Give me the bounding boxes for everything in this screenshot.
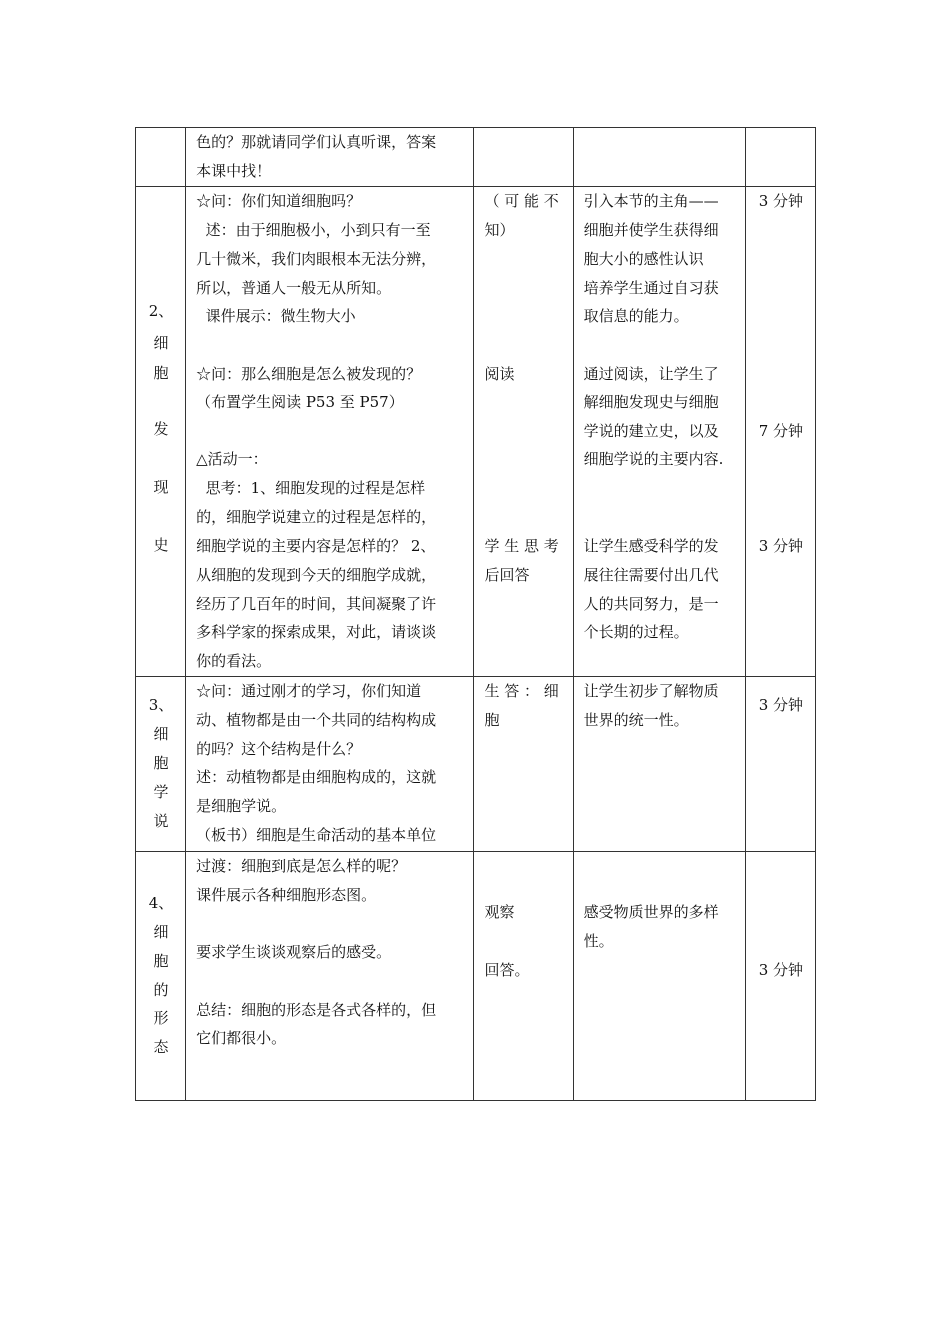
text-line: 几十微米，我们肉眼根本无法分辨， [196,250,437,268]
section-title-cell [136,852,186,1101]
text-line: 性。 [583,932,614,950]
text-line: 展往往需要付出几代 [583,566,719,584]
time-label: 3 分钟 [758,537,804,555]
text-line: 是细胞学说。 [196,797,287,815]
section-title: 现 [153,478,169,496]
design-intent-cell [573,128,745,187]
text-line: 总结：细胞的形态是各式各样的，但 [196,1001,437,1019]
time-label: 7 分钟 [758,422,804,440]
student-activity-cell [474,677,573,852]
time-cell [745,677,815,852]
text-line: 取信息的能力。 [583,307,689,325]
section-title: 细 [153,725,169,743]
teacher-activity-cell [186,852,474,1101]
text-line: △活动一： [196,450,268,468]
text-line: 过渡：细胞到底是怎么样的呢？ [196,857,407,875]
text-line: 课件展示各种细胞形态图。 [196,886,377,904]
section-title: 胞 [153,754,169,772]
text-line: ☆问：你们知道细胞吗？ [196,192,362,210]
text-line: 解细胞发现史与细胞 [583,393,719,411]
text-line: 从细胞的发现到今天的细胞学成就， [196,566,437,584]
time-label: 3 分钟 [758,696,804,714]
text-line: 世界的统一性。 [583,711,689,729]
text-line: 通过阅读，让学生了 [583,365,719,383]
lesson-plan-table [135,127,816,1101]
text-line: 胞 [484,711,500,729]
text-line: 述：由于细胞极小，小到只有一至 [196,221,431,239]
text-line: ☆问：那么细胞是怎么被发现的？ [196,365,422,383]
teacher-activity-cell [186,677,474,852]
text-line: 学说的建立史，以及 [583,422,719,440]
text-line: 让学生感受科学的发 [583,537,719,555]
time-cell [745,187,815,677]
section-title: 态 [153,1038,169,1056]
text-line: 学 生 思 考 [484,537,559,555]
design-intent-cell [573,677,745,852]
table-row [136,128,816,187]
text-line: 知） [484,221,515,239]
student-activity-cell [474,852,573,1101]
text-line: 让学生初步了解物质 [583,682,719,700]
section-title: 发 [153,420,169,438]
text-line: 人的共同努力，是一 [583,595,719,613]
text-line: 细胞学说的主要内容. [583,450,724,468]
teacher-activity-cell [186,128,474,187]
text-line: 要求学生谈谈观察后的感受。 [196,943,392,961]
section-title: 2、 [148,302,174,320]
section-title: 3、 [148,696,174,714]
table-row [136,187,816,677]
text-line: 它们都很小。 [196,1029,287,1047]
section-title: 胞 [153,952,169,970]
section-title: 学 [153,783,169,801]
student-activity-cell [474,187,573,677]
time-label: 3 分钟 [758,961,804,979]
text-line: 个长期的过程。 [583,623,689,641]
table-row [136,852,816,1101]
time-cell [745,852,815,1101]
text-line: 你的看法。 [196,652,272,670]
section-title: 形 [153,1009,169,1027]
text-line: 思考：1、细胞发现的过程是怎样 [196,479,426,497]
text-line: 观察 [484,903,515,921]
section-title: 史 [153,536,169,554]
design-intent-cell [573,852,745,1101]
text-line: （布置学生阅读 P53 至 P57） [196,393,404,411]
text-line: 经历了几百年的时间，其间凝聚了许 [196,595,437,613]
section-title-cell [136,128,186,187]
text-line: ☆问：通过刚才的学习，你们知道 [196,682,422,700]
text-line: 本课中找！ [196,162,272,180]
teacher-activity-cell [186,187,474,677]
text-line: 胞大小的感性认识 [583,250,704,268]
section-title-cell [136,187,186,677]
text-line: 的，细胞学说建立的过程是怎样的， [196,508,437,526]
text-line: 色的？那就请同学们认真听课，答案 [196,133,437,151]
time-label: 3 分钟 [758,192,804,210]
text-line: 述：动植物都是由细胞构成的，这就 [196,768,437,786]
text-line: （板书）细胞是生命活动的基本单位 [196,826,437,844]
text-line: 细胞并使学生获得细 [583,221,719,239]
text-line: 回答。 [484,961,530,979]
section-title: 说 [153,812,169,830]
section-title: 的 [153,981,169,999]
design-intent-cell [573,187,745,677]
text-line: 动、植物都是由一个共同的结构构成 [196,711,437,729]
text-line: 课件展示：微生物大小 [196,307,356,325]
table-row [136,677,816,852]
student-activity-cell [474,128,573,187]
text-line: 的吗？这个结构是什么？ [196,740,362,758]
section-title: 胞 [153,364,169,382]
text-line: 生 答 ： 细 [484,682,559,700]
time-cell [745,128,815,187]
section-title: 4、 [148,894,174,912]
text-line: （ 可 能 不 [484,192,559,210]
section-title: 细 [153,923,169,941]
text-line: 引入本节的主角—— [583,192,719,210]
section-title-cell [136,677,186,852]
text-line: 培养学生通过自习获 [583,279,719,297]
text-line: 后回答 [484,566,530,584]
text-line: 所以，普通人一般无从所知。 [196,279,392,297]
text-line: 阅读 [484,365,515,383]
section-title: 细 [153,334,169,352]
text-line: 多科学家的探索成果，对此，请谈谈 [196,623,437,641]
text-line: 感受物质世界的多样 [583,903,719,921]
text-line: 细胞学说的主要内容是怎样的？ 2、 [196,537,436,555]
